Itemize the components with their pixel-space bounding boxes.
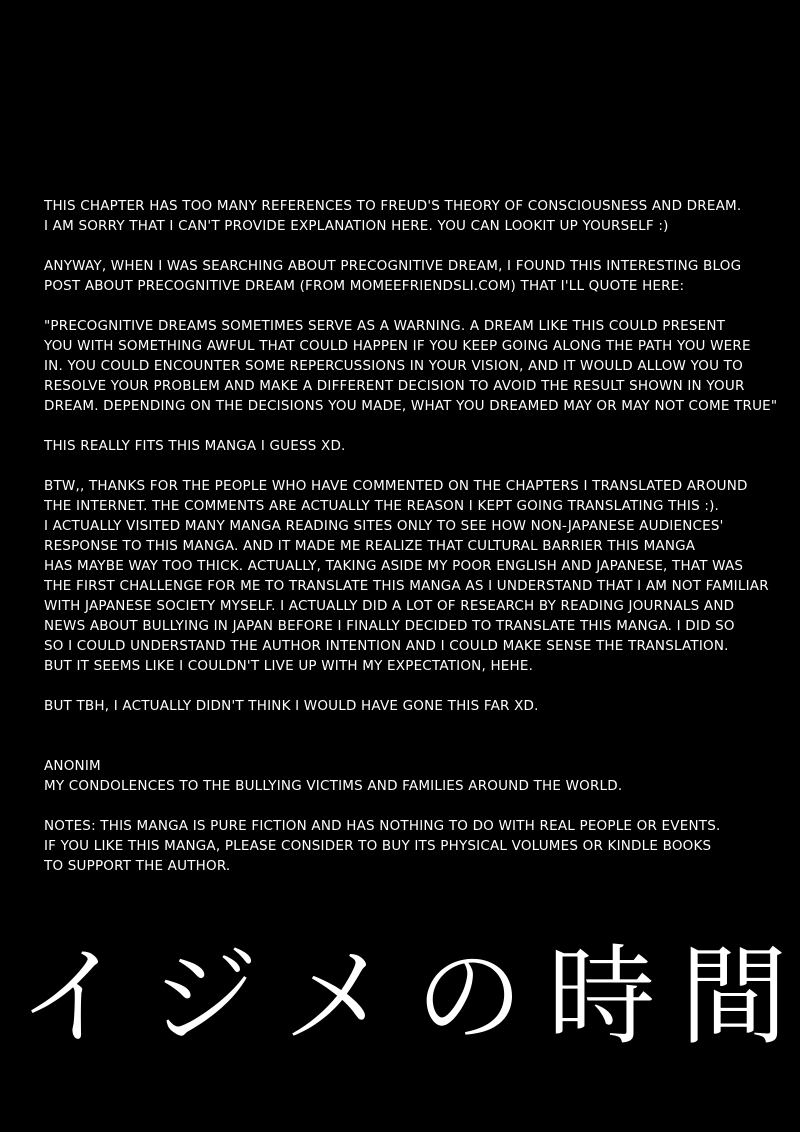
title-char: イ bbox=[18, 935, 127, 1060]
paragraph-tbh: BUT TBH, I ACTUALLY DIDN'T THINK I WOULD HAVE GONE THIS FAR XD. bbox=[44, 698, 539, 714]
paragraph-freud: THIS CHAPTER HAS TOO MANY REFERENCES TO FREUD'S THEORY OF CONSCIOUSNESS AND DREAM. I AM SORRY THAT I CAN'T PROVIDE EXPLANATION HERE. YOU CAN LOOKIT UP YOURSELF :) bbox=[44, 198, 742, 234]
title-char: 時 bbox=[547, 935, 656, 1060]
title-char: 間 bbox=[679, 935, 788, 1060]
manga-title bbox=[18, 935, 788, 1060]
signature: ANONIM bbox=[44, 758, 101, 774]
title-char: メ bbox=[282, 935, 391, 1060]
translator-notes bbox=[44, 196, 784, 896]
paragraph-fits: THIS REALLY FITS THIS MANGA I GUESS XD. bbox=[44, 438, 346, 454]
title-char: ジ bbox=[150, 935, 259, 1060]
title-char: の bbox=[415, 935, 524, 1060]
paragraph-notes: NOTES: THIS MANGA IS PURE FICTION AND HAS NOTHING TO DO WITH REAL PEOPLE OR EVENTS. IF YOU LIKE THIS MANGA, PLEASE CONSIDER TO BUY ITS PHYSICAL VOLUMES OR KINDLE BOOKS TO SUPPORT THE AUTHOR. bbox=[44, 818, 721, 874]
condolences: MY CONDOLENCES TO THE BULLYING VICTIMS AND FAMILIES AROUND THE WORLD. bbox=[44, 778, 623, 794]
paragraph-precognitive: ANYWAY, WHEN I WAS SEARCHING ABOUT PRECOGNITIVE DREAM, I FOUND THIS INTERESTING BLOG POST ABOUT PRECOGNITIVE DREAM (FROM MOMEEFRIENDSLI.COM) THAT I'LL QUOTE HERE: bbox=[44, 258, 742, 294]
paragraph-quote: "PRECOGNITIVE DREAMS SOMETIMES SERVE AS A WARNING. A DREAM LIKE THIS COULD PRESENT YOU WITH SOMETHING AWFUL THAT COULD HAPPEN IF YOU KEEP GOING ALONG THE PATH YOU WERE IN. YOU COULD ENCOUNTER SOME REPERCUSSIONS IN YOUR VISION, AND IT WOULD ALLOW YOU TO RESOLVE YOUR PROBLEM AND MAKE A DIFFERENT DECISION TO AVOID THE RESULT SHOWN IN YOUR DREAM. DEPENDING ON THE DECISIONS YOU MADE, WHAT YOU DREAMED MAY OR MAY NOT COME TRUE" bbox=[44, 318, 778, 414]
paragraph-thanks: BTW,, THANKS FOR THE PEOPLE WHO HAVE COMMENTED ON THE CHAPTERS I TRANSLATED AROUND THE INTERNET. THE COMMENTS ARE ACTUALLY THE REASON I KEPT GOING TRANSLATING THIS :). I ACTUALLY VISITED MANY MANGA READING SITES ONLY TO SEE HOW NON-JAPANESE AUDIENCES' RESPONSE TO THIS MANGA. AND IT MADE ME REALIZE THAT CULTURAL BARRIER THIS MANGA HAS MAYBE WAY TOO THICK. ACTUALLY, TAKING ASIDE MY POOR ENGLISH AND JAPANESE, THAT WAS THE FIRST CHALLENGE FOR ME TO TRANSLATE THIS MANGA AS I UNDERSTAND THAT I AM NOT FAMILIAR WITH JAPANESE SOCIETY MYSELF. I ACTUALLY DID A LOT OF RESEARCH BY READING JOURNALS AND NEWS ABOUT BULLYING IN JAPAN BEFORE I FINALLY DECIDED TO TRANSLATE THIS MANGA. I DID SO SO I COULD UNDERSTAND THE AUTHOR INTENTION AND I COULD MAKE SENSE THE TRANSLATION. BUT IT SEEMS LIKE I COULDN'T LIVE UP WITH MY EXPECTATION, HEHE. bbox=[44, 478, 769, 674]
